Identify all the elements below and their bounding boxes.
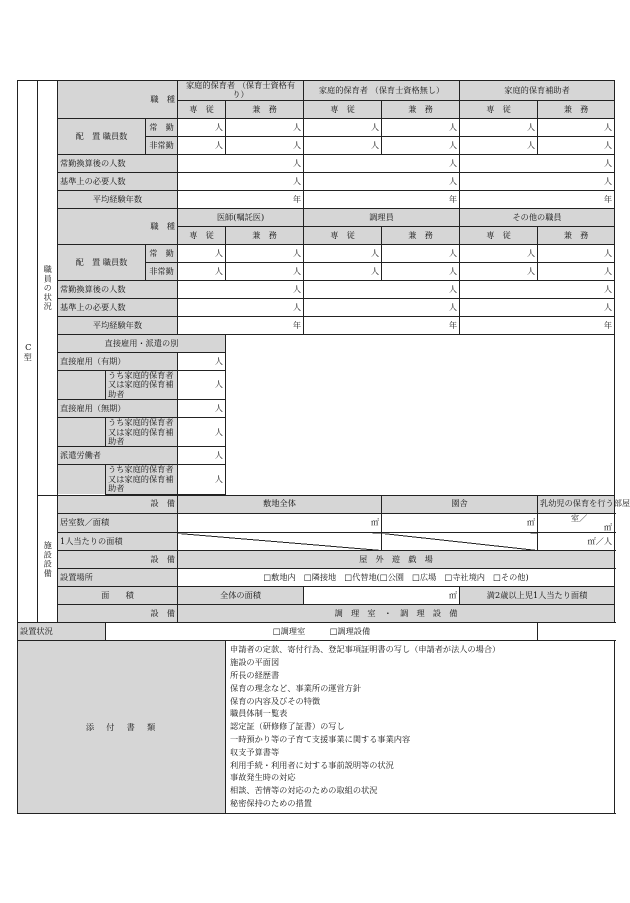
row-jokin: 常 勤 [146,118,178,136]
disabled-cell [382,533,538,551]
input-cell[interactable]: 人 [304,262,382,280]
col-shikichi-zentai: 敷地全体 [178,495,382,513]
input-cell[interactable]: 人 [304,244,382,262]
facility-section-label: 施設設備 [38,495,58,623]
indent [58,370,106,399]
row-keiken: 平均経験年数 [58,190,178,208]
input-cell[interactable]: ㎡ [304,587,460,605]
input-cell[interactable]: 人 [178,262,226,280]
attach-item: 保育の理念など、事業所の運営方針 [230,682,362,693]
input-cell[interactable]: 人 [460,298,615,316]
input-cell[interactable]: 年 [178,316,304,334]
row-kansan: 常勤換算後の人数 [58,280,178,298]
koyou-haken-uchi: うち家庭的保育者 又は家庭的保育補助者 [106,465,178,494]
col-hoiku-room: 乳幼児の保育を行う部屋 [538,495,615,513]
label-over2: 満2歳以上児1人当たり面積 [460,587,615,605]
sub-kenmu: 兼 務 [226,226,304,244]
row-haichi-staff-count: 配 置 職員数 [58,244,146,280]
row-kijun: 基準上の必要人数 [58,172,178,190]
row-kyoshitsu: 居室数／面積 [58,513,178,533]
sub-senju: 専 従 [178,100,226,118]
attach-item: 保育の内容及びその特徴 [230,695,321,706]
input-cell[interactable]: 人 [460,136,538,154]
row-jokin: 常 勤 [146,244,178,262]
input-cell[interactable]: 人 [460,154,615,172]
col-outdoor-play: 屋 外 遊 戯 場 [178,551,615,569]
input-cell[interactable]: 室／ ㎡ [538,513,615,533]
input-cell[interactable]: ㎡ [382,513,538,533]
input-cell[interactable]: 人 [538,244,615,262]
sub-kenmu: 兼 務 [382,100,460,118]
input-cell[interactable]: 年 [460,316,615,334]
koyou-haken: 派遣労働者 [58,447,178,465]
input-cell[interactable]: 人 [538,118,615,136]
input-cell[interactable]: ㎡／人 [538,533,615,551]
input-cell[interactable]: 人 [226,262,304,280]
disabled-cell [178,533,382,551]
input-cell[interactable]: 人 [178,370,226,399]
input-cell[interactable]: 人 [460,172,615,190]
job-type-header-1: 職 種 [58,81,178,119]
attach-item: 利用手続・利用者に対する事前説明等の状況 [230,759,394,770]
col-kateiteki-hoikusha-with-license: 家庭的保育者 （保育士資格有り） [178,81,304,101]
input-cell[interactable]: 人 [538,262,615,280]
kitchen-options[interactable]: □調理室 □調理設備 [106,623,538,641]
indent [58,465,106,494]
input-cell[interactable]: 人 [178,298,304,316]
row-per-person: 1人当たりの面積 [58,533,178,551]
row-hijokin: 非常勤 [146,262,178,280]
input-cell[interactable]: 人 [460,280,615,298]
attach-item: 職員体制一覧表 [230,708,288,719]
job-type-header-2: 職 種 [58,208,178,244]
fac-setsubi-2: 設 備 [58,551,178,569]
row-menseki: 面 積 [58,587,178,605]
sub-kenmu: 兼 務 [226,100,304,118]
row-haichi-staff-count: 配 置 職員数 [58,118,146,154]
koyou-yuki: 直接雇用（有期） [58,352,178,370]
input-cell[interactable]: 年 [304,190,460,208]
sub-senju: 専 従 [304,226,382,244]
indent [58,418,106,447]
attach-item: 認定証（研修修了証書）の写し [230,721,345,732]
sub-senju: 専 従 [178,226,226,244]
attach-item: 施設の平面図 [230,657,280,668]
sub-senju: 専 従 [460,100,538,118]
sub-kenmu: 兼 務 [382,226,460,244]
attach-item: 一時預かり等の子育て支援事業に関する事業内容 [230,734,411,745]
input-cell[interactable]: 人 [538,136,615,154]
koyou-header: 直接雇用・派遣の別 [58,334,226,352]
input-cell[interactable]: 人 [304,136,382,154]
input-cell[interactable]: 人 [226,118,304,136]
input-cell[interactable]: 人 [304,298,460,316]
staff-section-label: 職員の状況 [38,81,58,496]
input-cell[interactable]: 人 [382,136,460,154]
sub-senju: 専 従 [304,100,382,118]
attach-item: 秘密保持のための措置 [230,798,312,809]
input-cell[interactable]: 年 [304,316,460,334]
fac-setsubi-1: 設 備 [58,495,178,513]
col-other-staff: その他の職員 [460,208,615,226]
input-cell[interactable]: 人 [226,244,304,262]
attach-item: 相談、苦情等の対応のための取組の状況 [230,785,378,796]
input-cell[interactable]: 人 [178,136,226,154]
input-cell[interactable]: 人 [304,280,460,298]
koyou-muki-uchi: うち家庭的保育者 又は家庭的保育補助者 [106,418,178,447]
input-cell[interactable]: 人 [178,400,226,418]
input-cell[interactable]: 人 [460,262,538,280]
sub-kenmu: 兼 務 [538,100,615,118]
input-cell[interactable]: ㎡ [178,513,382,533]
input-cell[interactable]: 人 [460,244,538,262]
koyou-muki: 直接雇用（無期） [58,400,178,418]
col-cook: 調理員 [304,208,460,226]
application-form-table [17,80,630,814]
input-cell[interactable]: 人 [178,352,226,370]
input-cell[interactable]: 人 [178,118,226,136]
koyou-yuki-uchi: うち家庭的保育者 又は家庭的保育補助者 [106,370,178,399]
input-cell[interactable]: 年 [460,190,615,208]
input-cell[interactable]: 人 [382,118,460,136]
sub-senju: 専 従 [460,226,538,244]
input-cell[interactable]: 人 [304,118,382,136]
input-cell[interactable]: 年 [178,190,304,208]
sub-kenmu: 兼 務 [538,226,615,244]
row-setchi-jokyo: 設置状況 [18,623,106,641]
col-kitchen: 調 理 室 ・ 調 理 設 備 [178,605,615,623]
input-cell[interactable]: 人 [304,172,460,190]
attach-label: 添 付 書 類 [18,641,226,814]
input-cell[interactable]: 人 [460,118,538,136]
input-cell[interactable]: 人 [178,154,304,172]
attach-list [226,641,615,814]
attach-item: 収支予算書等 [230,746,280,757]
row-setchi-basho: 設置場所 [58,569,178,587]
input-cell[interactable]: 人 [178,280,304,298]
row-keiken: 平均経験年数 [58,316,178,334]
fac-setsubi-3: 設 備 [58,605,178,623]
attach-item: 申請者の定款、寄付行為、登記事項証明書の写し（申請者が法人の場合） [230,644,501,655]
col-kateiteki-hoikusha-no-license: 家庭的保育者 （保育士資格無し） [304,81,460,101]
input-cell[interactable]: 人 [382,262,460,280]
row-hijokin: 非常勤 [146,136,178,154]
input-cell[interactable]: 人 [178,172,304,190]
input-cell[interactable]: 人 [178,244,226,262]
input-cell[interactable]: 人 [178,418,226,447]
col-ensha: 園舎 [382,495,538,513]
row-kijun: 基準上の必要人数 [58,298,178,316]
input-cell[interactable]: 人 [382,244,460,262]
blank-area [226,334,615,495]
label-zentai: 全体の面積 [178,587,304,605]
input-cell[interactable]: 人 [178,465,226,494]
basho-options[interactable]: □敷地内 □隣接地 □代替地(□公園 □広場 □寺社境内 □その他) [178,569,615,587]
col-kateiteki-hoiku-assistant: 家庭的保育補助者 [460,81,615,101]
col-doctor: 医師(嘱託医) [178,208,304,226]
attach-item: 所長の経歴書 [230,670,280,681]
input-cell[interactable]: 人 [226,136,304,154]
attach-item: 事故発生時の対応 [230,772,296,783]
c-type-label: C型 [18,81,38,623]
input-cell[interactable]: 人 [304,154,460,172]
input-cell[interactable]: 人 [178,447,226,465]
row-kansan: 常勤換算後の人数 [58,154,178,172]
